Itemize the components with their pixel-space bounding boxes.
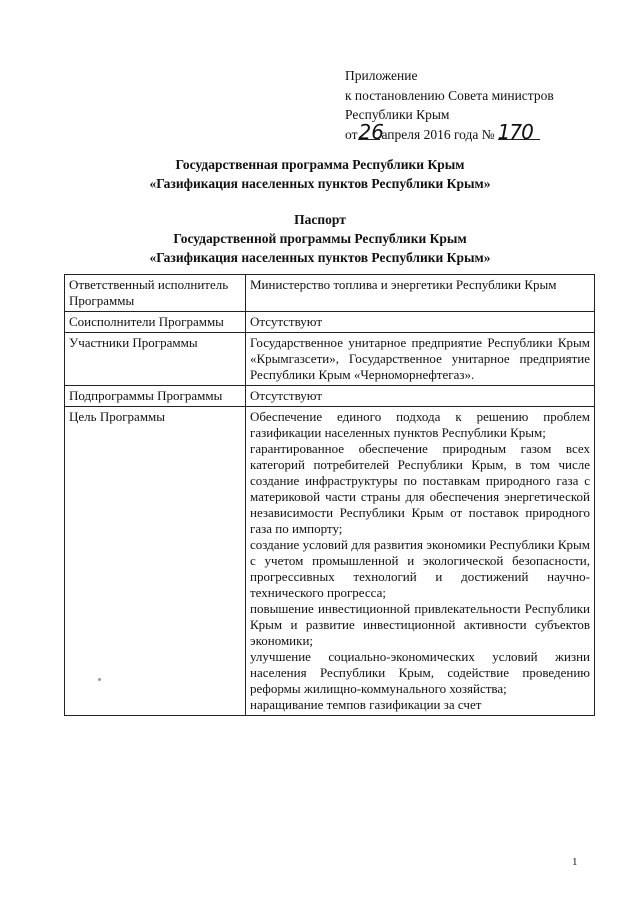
row-value — [246, 333, 595, 386]
row-label: Цель Программы — [65, 407, 246, 716]
appendix-line-3: Республики Крым — [345, 107, 450, 122]
row-paragraph: Отсутствуют — [250, 314, 323, 329]
program-title-line-2: «Газификация населенных пунктов Республики Крым» — [149, 176, 491, 191]
table-row — [65, 333, 595, 386]
passport-title-line-2: Государственной программы Республики Крым — [173, 231, 467, 246]
passport-title-line-1: Паспорт — [294, 212, 346, 227]
appendix-line-2: к постановлению Совета министров — [345, 87, 554, 103]
handwritten-number: 170 — [498, 125, 540, 140]
row-value — [246, 312, 595, 333]
appendix-line-1: Приложение — [345, 68, 418, 83]
row-value — [246, 386, 595, 407]
program-title — [0, 155, 640, 193]
appendix-block — [345, 66, 625, 144]
passport-title — [0, 210, 640, 267]
row-label: Ответственный исполнитель Программы — [65, 275, 246, 312]
date-middle: апреля 2016 года № — [381, 126, 495, 142]
row-paragraph: повышение инвестиционной привлекательности Республики Крым и развитие инвестиционной активности субъектов экономики; — [250, 601, 590, 648]
row-paragraph: Отсутствуют — [250, 388, 323, 403]
row-label: Участники Программы — [65, 333, 246, 386]
program-title-line-1: Государственная программа Республики Крым — [175, 157, 465, 172]
page-number: 1 — [572, 856, 578, 868]
scan-speck — [98, 678, 101, 681]
row-paragraph: наращивание темпов газификации за счет — [250, 697, 482, 712]
table-row — [65, 275, 595, 312]
row-value — [246, 275, 595, 312]
row-paragraph: гарантированное обеспечение природным газом всех категорий потребителей Республики Крым, в том числе создание инфраструктуры по поставкам природного газа с материковой части страны для обеспечения энергетической независимости Республики Крым от поставок природного газа по импорту; — [250, 441, 590, 536]
row-paragraph: Государственное унитарное предприятие Республики Крым «Крымгазсети», Государственное унитарное предприятие Республики Крым «Черноморнефтегаз». — [250, 335, 590, 382]
row-paragraph: Министерство топлива и энергетики Республики Крым — [250, 277, 557, 292]
row-paragraph: улучшение социально-экономических условий жизни населения Республики Крым, содействие проведению реформы жилищно-коммунального хозяйства; — [250, 649, 590, 696]
row-paragraph: Обеспечение единого подхода к решению проблем газификации населенных пунктов Республики Крым; — [250, 409, 590, 440]
row-paragraph: создание условий для развития экономики Республики Крым с учетом промышленной и экологической безопасности, прогрессивных технологий и достижений научно-технического прогресса; — [250, 537, 590, 600]
row-label: Подпрограммы Программы — [65, 386, 246, 407]
table-row — [65, 407, 595, 716]
row-label: Соисполнители Программы — [65, 312, 246, 333]
handwritten-day: 26 — [358, 119, 384, 144]
appendix-date-line — [345, 119, 625, 145]
passport-title-line-3: «Газификация населенных пунктов Республики Крым» — [149, 250, 491, 265]
passport-table — [64, 274, 595, 716]
row-value — [246, 407, 595, 716]
table-row — [65, 312, 595, 333]
table-row — [65, 386, 595, 407]
date-prefix: от — [345, 126, 358, 142]
